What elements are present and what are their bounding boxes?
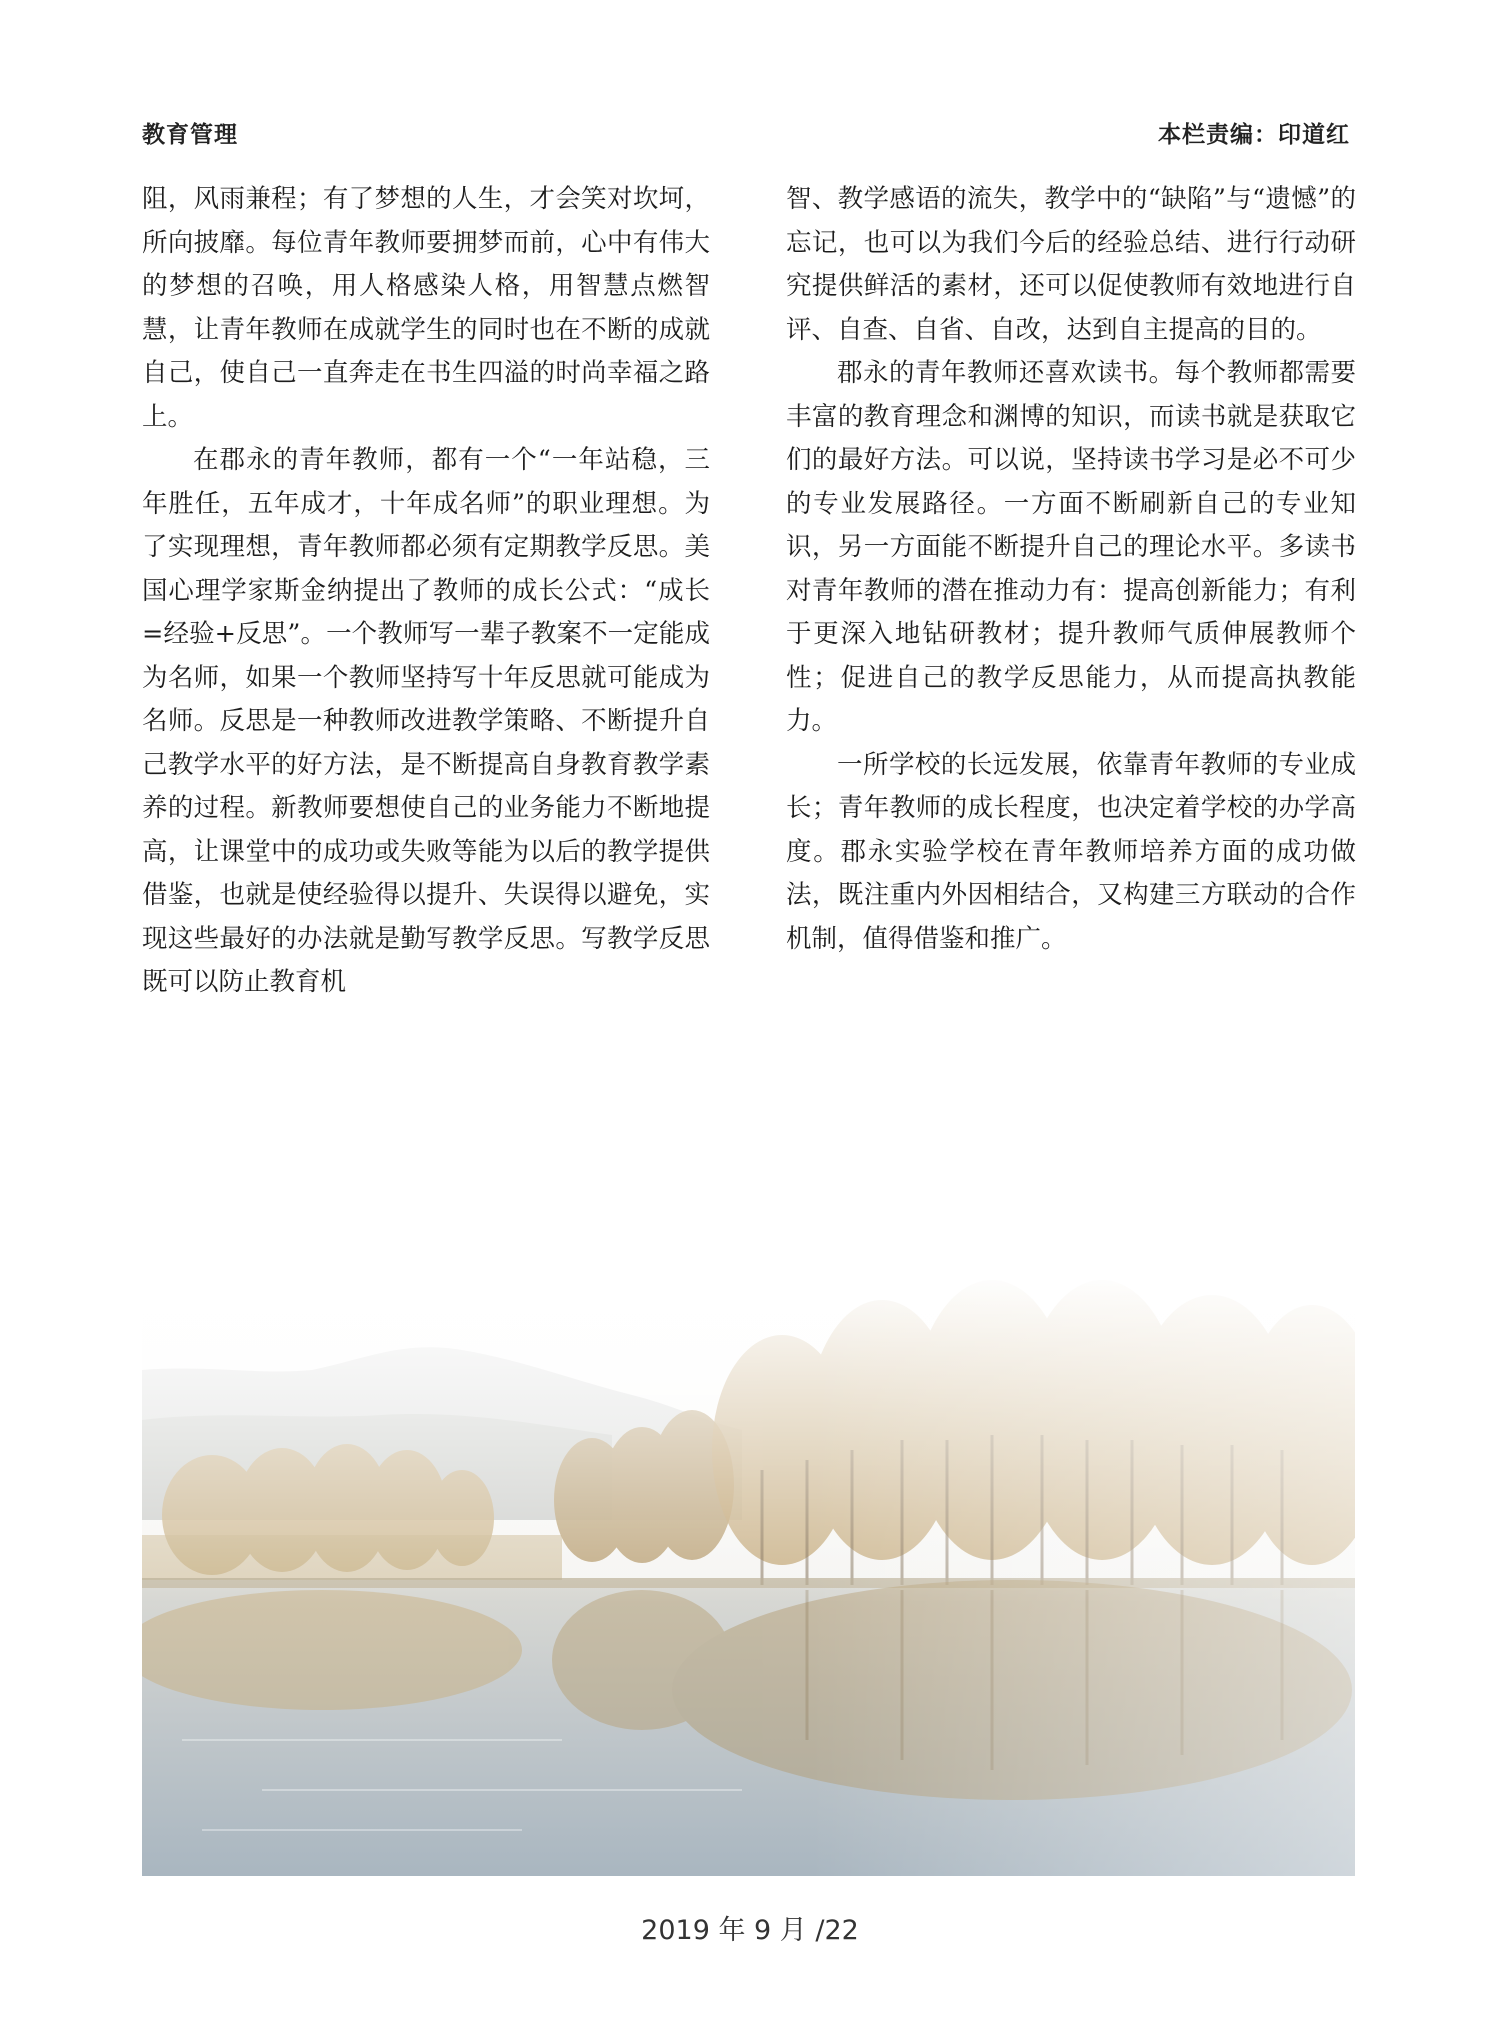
left-column — [142, 178, 710, 1005]
paragraph: 在郡永的青年教师，都有一个“一年站稳，三年胜任，五年成才，十年成名师”的职业理想。为了实现理想，青年教师都必须有定期教学反思。美国心理学家斯金纳提出了教师的成长公式：“成长=经验+反思”。一个教师写一辈子教案不一定能成为名师，如果一个教师坚持写十年反思就可能成为名师。反思是一种教师改进教学策略、不断提升自己教学水平的好方法，是不断提高自身教育教学素养的过程。新教师要想使自己的业务能力不断地提高，让课堂中的成功或失败等能为以后的教学提供借鉴，也就是使经验得以提升、失误得以避免，实现这些最好的办法就是勤写教学反思。写教学反思既可以防止教育机 — [142, 445, 710, 997]
page-number: 2019 年 9 月 /22 — [641, 1915, 859, 1946]
lake-landscape-photo — [142, 1270, 1355, 1876]
paragraph: 智、教学感语的流失，教学中的“缺陷”与“遗憾”的忘记，也可以为我们今后的经验总结、进行行动研究提供鲜活的素材，还可以促使教师有效地进行自评、自查、自省、自改，达到自主提高的目的。 — [786, 184, 1356, 345]
section-title: 教育管理 — [142, 122, 238, 148]
editor-credit: 本栏责编：印道红 — [1158, 122, 1350, 148]
right-column — [786, 178, 1356, 961]
paragraph: 一所学校的长远发展，依靠青年教师的专业成长；青年教师的成长程度，也决定着学校的办学高度。郡永实验学校在青年教师培养方面的成功做法，既注重内外因相结合，又构建三方联动的合作机制，值得借鉴和推广。 — [786, 749, 1356, 954]
paragraph: 郡永的青年教师还喜欢读书。每个教师都需要丰富的教育理念和渊博的知识，而读书就是获取它们的最好方法。可以说，坚持读书学习是必不可少的专业发展路径。一方面不断刷新自己的专业知识，另一方面能不断提升自己的理论水平。多读书对青年教师的潜在推动力有：提高创新能力；有利于更深入地钻研教材；提升教师气质伸展教师个性；促进自己的教学反思能力，从而提高执教能力。 — [786, 358, 1356, 736]
paragraph: 阻，风雨兼程；有了梦想的人生，才会笑对坎坷，所向披靡。每位青年教师要拥梦而前，心中有伟大的梦想的召唤，用人格感染人格，用智慧点燃智慧，让青年教师在成就学生的同时也在不断的成就自己，使自己一直奔走在书生四溢的时尚幸福之路上。 — [142, 184, 710, 432]
